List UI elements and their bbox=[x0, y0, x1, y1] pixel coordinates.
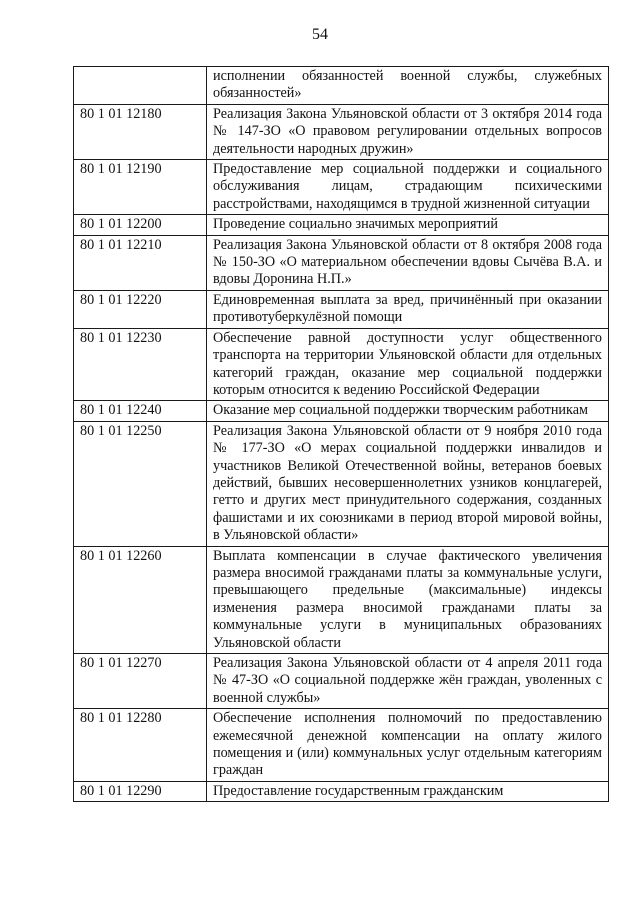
table-row bbox=[74, 654, 609, 709]
table-row bbox=[74, 290, 609, 328]
description-cell: исполнении обязанностей военной службы, служебных обязанностей» bbox=[207, 67, 609, 105]
code-cell: 80 1 01 12230 bbox=[74, 328, 207, 401]
description-cell: Реализация Закона Ульяновской области от 9 ноября 2010 года № 177-ЗО «О мерах социальной поддержки инвалидов и участников Великой Отечественной войны, ветеранов боевых действий, бывших несовершеннолетних узников концлагерей, гетто и других мест принудительного содержания, созданных фашистами и их союзниками в период второй мировой войны, в Ульяновской области» bbox=[207, 421, 609, 546]
page-number: 54 bbox=[312, 26, 328, 43]
description-cell: Реализация Закона Ульяновской области от 8 октября 2008 года № 150-ЗО «О материальном обеспечении вдовы Сычёва В.А. и вдовы Доронина Н.П.» bbox=[207, 235, 609, 290]
code-cell: 80 1 01 12200 bbox=[74, 215, 207, 235]
table-row bbox=[74, 781, 609, 801]
description-cell: Обеспечение равной доступности услуг общественного транспорта на территории Ульяновской области для отдельных категорий граждан, оказание мер социальной поддержки которым относится к ведению Российской Федерации bbox=[207, 328, 609, 401]
table-row bbox=[74, 328, 609, 401]
code-cell: 80 1 01 12210 bbox=[74, 235, 207, 290]
code-cell bbox=[74, 67, 207, 105]
table-row bbox=[74, 160, 609, 215]
table-row bbox=[74, 546, 609, 653]
description-cell: Предоставление мер социальной поддержки и социального обслуживания лицам, страдающим психическими расстройствами, находящимся в трудной жизненной ситуации bbox=[207, 160, 609, 215]
description-cell: Проведение социально значимых мероприятий bbox=[207, 215, 609, 235]
description-cell: Обеспечение исполнения полномочий по предоставлению ежемесячной денежной компенсации на оплату жилого помещения и (или) коммунальных услуг отдельным категориям граждан bbox=[207, 709, 609, 782]
description-cell: Реализация Закона Ульяновской области от 3 октября 2014 года № 147-ЗО «О правовом регулировании отдельных вопросов деятельности народных дружин» bbox=[207, 104, 609, 159]
table-row bbox=[74, 401, 609, 421]
table-row bbox=[74, 67, 609, 105]
description-cell: Предоставление государственным гражданским bbox=[207, 781, 609, 801]
code-cell: 80 1 01 12250 bbox=[74, 421, 207, 546]
code-cell: 80 1 01 12270 bbox=[74, 654, 207, 709]
table-row bbox=[74, 104, 609, 159]
code-cell: 80 1 01 12260 bbox=[74, 546, 207, 653]
code-cell: 80 1 01 12180 bbox=[74, 104, 207, 159]
table-row bbox=[74, 235, 609, 290]
description-cell: Единовременная выплата за вред, причинённый при оказании противотуберкулёзной помощи bbox=[207, 290, 609, 328]
code-cell: 80 1 01 12290 bbox=[74, 781, 207, 801]
code-cell: 80 1 01 12240 bbox=[74, 401, 207, 421]
code-cell: 80 1 01 12220 bbox=[74, 290, 207, 328]
description-cell: Реализация Закона Ульяновской области от 4 апреля 2011 года № 47-ЗО «О социальной поддержке жён граждан, уволенных с военной службы» bbox=[207, 654, 609, 709]
table-row bbox=[74, 421, 609, 546]
budget-code-table bbox=[73, 66, 609, 802]
description-cell: Выплата компенсации в случае фактического увеличения размера вносимой гражданами платы за коммунальные услуги, превышающего предельные (максимальные) индексы изменения размера вносимой гражданами платы за коммунальные услуги в муниципальных образованиях Ульяновской области bbox=[207, 546, 609, 653]
description-cell: Оказание мер социальной поддержки творческим работникам bbox=[207, 401, 609, 421]
table-row bbox=[74, 709, 609, 782]
code-cell: 80 1 01 12190 bbox=[74, 160, 207, 215]
code-cell: 80 1 01 12280 bbox=[74, 709, 207, 782]
table-row bbox=[74, 215, 609, 235]
